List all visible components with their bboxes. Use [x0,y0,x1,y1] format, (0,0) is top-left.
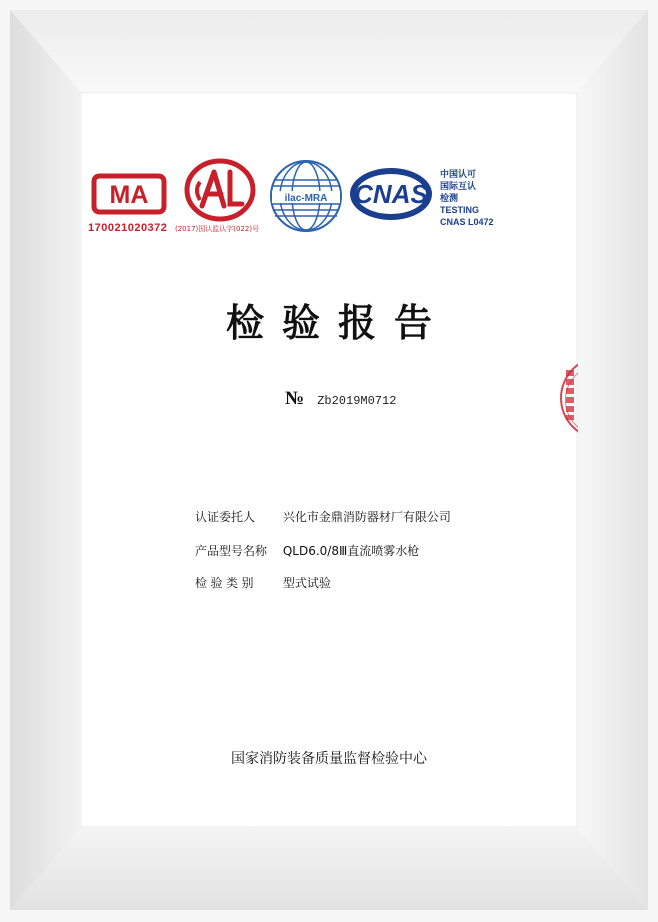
cnas-caption-line: 中国认可 [440,169,477,179]
cert-text: (2017)国认监认字(022)号 [175,225,260,233]
field-value: 型式试验 [282,576,331,590]
field-row-product [195,542,419,559]
cnas-caption-line: 检测 [440,193,459,203]
frame-bevel-right [578,10,648,910]
ilac-logo-text: ilac-MRA [284,193,328,204]
cnas-logo-text: CNAS [354,179,428,209]
cnas-logo [348,166,434,222]
field-label: 检验类别 [195,576,258,590]
field-label: 认证委托人 [195,510,256,524]
cnas-caption-line: CNAS L0472 [440,217,494,227]
issuing-organization: 国家消防装备质量监督检验中心 [231,751,427,767]
frame-bevel-bottom [10,828,648,910]
cnas-caption-line: 国际互认 [440,181,477,191]
cert-number: 170021020372 [88,222,168,234]
frame-bevel-top [10,10,648,92]
cnas-caption-line: TESTING [440,205,480,215]
number-symbol: № [285,388,305,409]
document-title: 检验报告 [225,301,450,345]
report-number: Zb2019M0712 [317,394,397,408]
field-value: QLD6.0/8Ⅲ直流喷雾水枪 [282,544,420,558]
field-row-client [195,508,451,525]
ilac-mra-logo [268,158,344,234]
certificate-document [80,92,578,828]
cal-logo [184,158,256,222]
field-label: 产品型号名称 [195,544,268,558]
cnas-caption [440,168,494,228]
frame-bevel-left [10,10,80,910]
official-seal [556,340,578,450]
ma-logo-text: MA [109,181,149,209]
field-row-test-type [195,574,331,591]
cma-logo [90,172,168,216]
field-value: 兴化市金鼎消防器材厂有限公司 [282,510,451,524]
report-number-row [285,388,396,410]
